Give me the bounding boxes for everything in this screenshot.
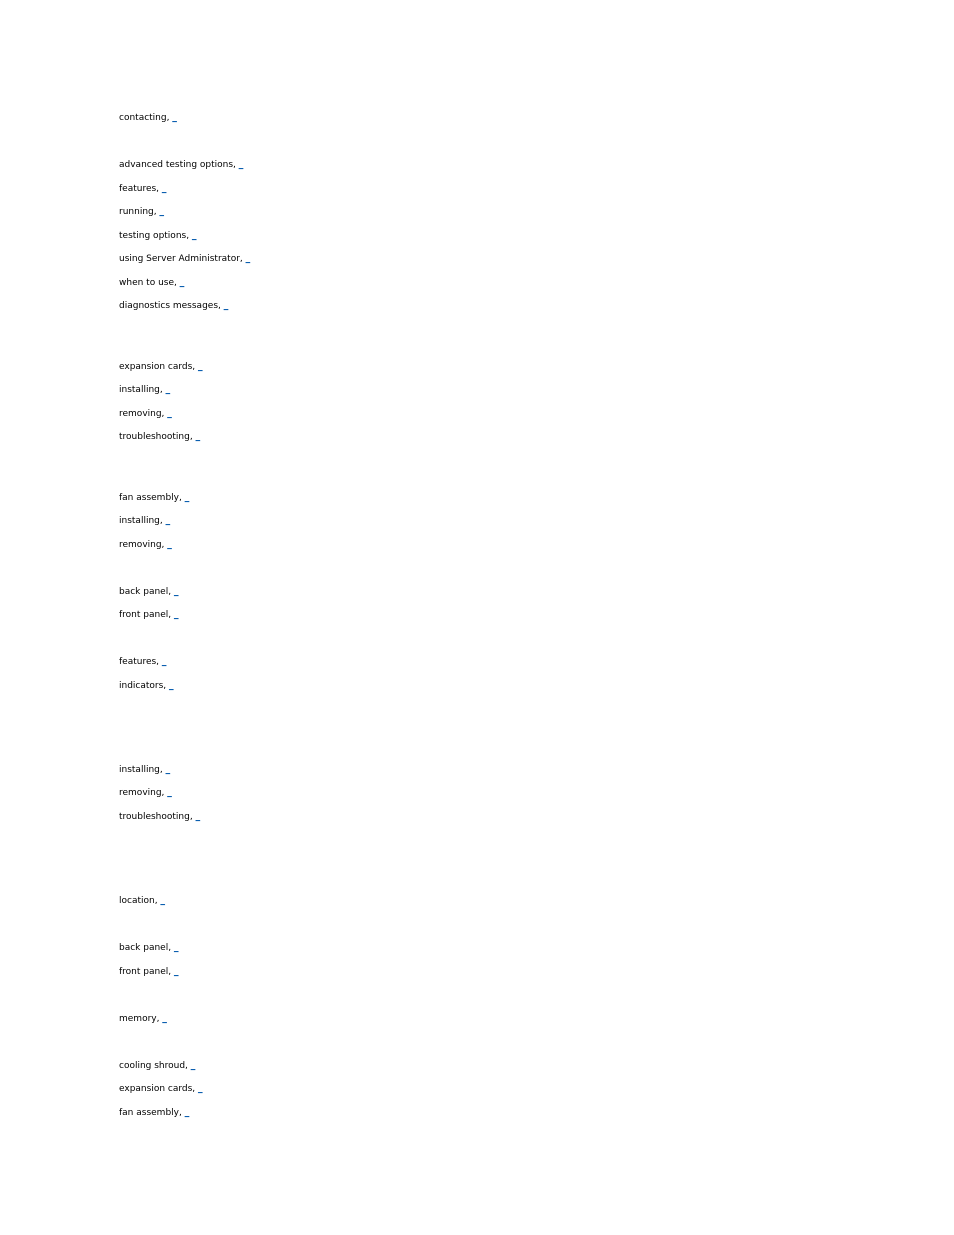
index-entry-label: memory, <box>119 1014 163 1024</box>
index-entry <box>119 1083 203 1095</box>
index-entry-label: installing, <box>119 516 166 526</box>
index-entry <box>119 183 166 195</box>
index-entry-label: testing options, <box>119 231 192 241</box>
index-entry-label: removing, <box>119 540 168 550</box>
index-entry-label: back panel, <box>119 943 174 953</box>
index-entry-label: advanced testing options, <box>119 160 239 170</box>
index-entry-label: removing, <box>119 409 168 419</box>
index-entry-label: diagnostics messages, <box>119 301 224 311</box>
page-reference-link[interactable]: _ <box>198 1084 203 1094</box>
index-entry <box>119 942 178 954</box>
page-reference-link[interactable]: _ <box>198 362 203 372</box>
page-reference-link[interactable]: _ <box>195 432 201 442</box>
index-entry <box>119 539 172 551</box>
page-reference-link[interactable]: _ <box>167 540 172 550</box>
index-entry <box>119 361 203 373</box>
page-reference-link[interactable]: _ <box>167 788 172 798</box>
page-reference-link[interactable]: _ <box>173 967 179 977</box>
page-reference-link[interactable]: _ <box>173 943 179 953</box>
index-entry <box>119 764 170 776</box>
index-entry-label: cooling shroud, <box>119 1061 191 1071</box>
index-entry-label: contacting, <box>119 113 173 123</box>
index-entry-label: expansion cards, <box>119 1084 199 1094</box>
index-entry <box>119 515 170 527</box>
page-reference-link[interactable]: _ <box>165 765 171 775</box>
index-entry-label: using Server Administrator, <box>119 254 246 264</box>
page-reference-link[interactable]: _ <box>161 657 167 667</box>
page-reference-link[interactable]: _ <box>165 385 171 395</box>
index-entry <box>119 112 177 124</box>
index-entry <box>119 300 228 312</box>
page-reference-link[interactable]: _ <box>161 184 167 194</box>
index-entry-label: when to use, <box>119 278 180 288</box>
page-reference-link[interactable]: _ <box>169 681 174 691</box>
page-reference-link[interactable]: _ <box>223 301 229 311</box>
page-reference-link[interactable]: _ <box>173 610 179 620</box>
index-entry-label: expansion cards, <box>119 362 199 372</box>
index-entry <box>119 253 250 265</box>
index-entry-label: removing, <box>119 788 168 798</box>
page-reference-link[interactable]: _ <box>190 1061 196 1071</box>
index-entry-label: front panel, <box>119 610 174 620</box>
page-reference-link[interactable]: _ <box>173 587 179 597</box>
index-entry <box>119 1107 189 1119</box>
index-entry <box>119 230 196 242</box>
page-reference-link[interactable]: _ <box>167 409 172 419</box>
index-entry <box>119 408 172 420</box>
index-entry <box>119 159 243 171</box>
page-reference-link[interactable]: _ <box>179 278 185 288</box>
index-entry <box>119 586 178 598</box>
index-entry-label: features, <box>119 657 162 667</box>
index-entry-label: running, <box>119 207 160 217</box>
index-entry-label: front panel, <box>119 967 174 977</box>
index-entry-label: features, <box>119 184 162 194</box>
page-reference-link[interactable]: _ <box>195 812 201 822</box>
index-entry-label: fan assembly, <box>119 1108 185 1118</box>
index-entry <box>119 277 184 289</box>
page-reference-link[interactable]: _ <box>191 231 197 241</box>
index-entry <box>119 656 166 668</box>
index-entry-label: troubleshooting, <box>119 432 196 442</box>
page-reference-link[interactable]: _ <box>238 160 244 170</box>
index-entry <box>119 787 172 799</box>
index-entry-label: fan assembly, <box>119 493 185 503</box>
index-entry-label: indicators, <box>119 681 170 691</box>
page-reference-link[interactable]: _ <box>162 1014 167 1024</box>
index-entry-label: back panel, <box>119 587 174 597</box>
index-entry-label: location, <box>119 896 161 906</box>
page-reference-link[interactable]: _ <box>160 896 165 906</box>
index-entry <box>119 431 200 443</box>
index-entry <box>119 492 189 504</box>
index-entry-label: troubleshooting, <box>119 812 196 822</box>
index-entry <box>119 609 178 621</box>
page-reference-link[interactable]: _ <box>245 254 251 264</box>
index-entry <box>119 966 178 978</box>
page-reference-link[interactable]: _ <box>172 113 177 123</box>
index-entry-label: installing, <box>119 385 166 395</box>
index-entry <box>119 1013 167 1025</box>
index-entry-label: installing, <box>119 765 166 775</box>
index-entry <box>119 206 164 218</box>
index-entry <box>119 811 200 823</box>
index-entry <box>119 680 174 692</box>
page-reference-link[interactable]: _ <box>165 516 171 526</box>
index-entry <box>119 384 170 396</box>
page-reference-link[interactable]: _ <box>184 1108 190 1118</box>
index-entry <box>119 895 165 907</box>
page-reference-link[interactable]: _ <box>184 493 190 503</box>
index-entry <box>119 1060 195 1072</box>
page-reference-link[interactable]: _ <box>159 207 164 217</box>
